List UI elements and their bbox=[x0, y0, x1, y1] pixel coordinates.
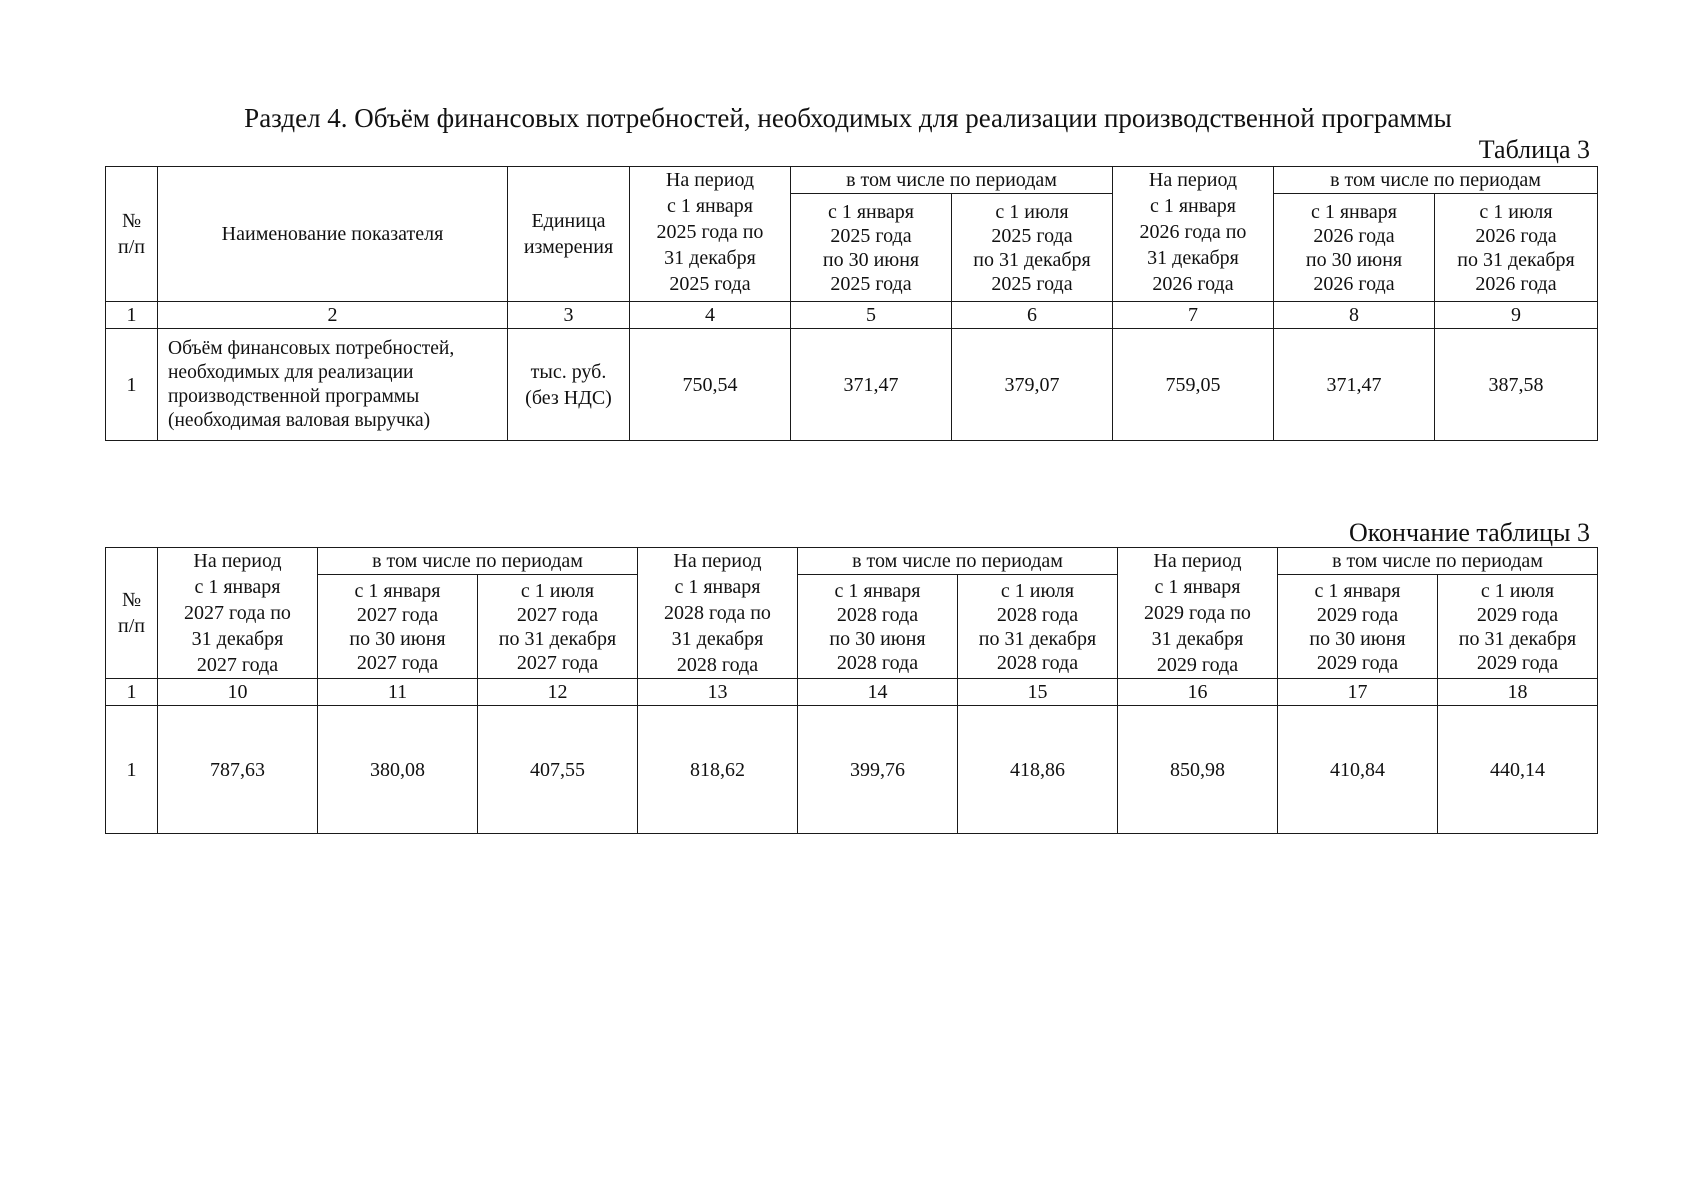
text-line: 2026 года bbox=[1475, 224, 1557, 247]
table-row bbox=[106, 329, 1598, 441]
text-line: 31 декабря bbox=[1151, 628, 1244, 650]
column-number: 9 bbox=[1435, 302, 1598, 329]
text-line: 2027 года bbox=[356, 603, 439, 626]
text-line: 2025 года bbox=[830, 272, 912, 295]
text-line: по 30 июня bbox=[829, 627, 926, 650]
text-line: по 30 июня bbox=[822, 248, 920, 271]
text-line: 2027 года bbox=[516, 651, 599, 674]
text-line: с 1 января bbox=[834, 579, 921, 602]
text-line: 2027 года по bbox=[184, 602, 291, 624]
header-group-2029: в том числе по периодам bbox=[1278, 548, 1598, 575]
text-line: п/п bbox=[118, 615, 145, 637]
header-unit bbox=[508, 167, 630, 302]
header-period-2027 bbox=[158, 548, 318, 679]
header-h2-2029 bbox=[1438, 575, 1598, 679]
text-line: с 1 июля bbox=[1000, 579, 1075, 602]
column-number: 7 bbox=[1113, 302, 1274, 329]
financial-needs-table-continuation bbox=[105, 547, 1598, 834]
text-line: 2029 года bbox=[1476, 651, 1559, 674]
column-number: 11 bbox=[318, 679, 478, 706]
row-name bbox=[158, 329, 508, 441]
table-row bbox=[106, 706, 1598, 834]
text-line: № bbox=[121, 210, 142, 232]
text-line: 2029 года по bbox=[1144, 602, 1251, 624]
value-cell: 371,47 bbox=[1274, 329, 1435, 441]
text-line: с 1 января bbox=[1154, 576, 1241, 598]
column-number-row bbox=[106, 679, 1598, 706]
text-line: 2028 года bbox=[836, 651, 919, 674]
value-cell: 399,76 bbox=[798, 706, 958, 834]
column-number: 12 bbox=[478, 679, 638, 706]
text-line: 2025 года bbox=[669, 273, 751, 295]
text-line: 2028 года bbox=[836, 603, 919, 626]
column-number: 10 bbox=[158, 679, 318, 706]
text-line: 2026 года bbox=[1152, 273, 1234, 295]
table-continuation-caption: Окончание таблицы 3 bbox=[1348, 518, 1590, 547]
text-line: 2029 года bbox=[1316, 603, 1399, 626]
text-line: по 30 июня bbox=[1305, 248, 1403, 271]
text-line: 2028 года по bbox=[664, 602, 771, 624]
value-cell: 380,08 bbox=[318, 706, 478, 834]
row-unit bbox=[508, 329, 630, 441]
text-line: 2028 года bbox=[996, 603, 1079, 626]
text-line: с 1 января bbox=[1149, 195, 1237, 217]
text-line: Единица bbox=[531, 210, 606, 232]
text-line: с 1 января bbox=[194, 576, 281, 598]
text-line: по 31 декабря bbox=[978, 627, 1097, 650]
value-cell: 750,54 bbox=[630, 329, 791, 441]
text-line: 2027 года bbox=[196, 654, 279, 676]
text-line: Объём финансовых потребностей, bbox=[168, 337, 455, 359]
text-line: 2025 года bbox=[991, 272, 1073, 295]
text-line: На период bbox=[665, 169, 755, 191]
text-line: 2026 года bbox=[1475, 272, 1557, 295]
header-period-2028 bbox=[638, 548, 798, 679]
text-line: с 1 июля bbox=[520, 579, 595, 602]
text-line: 2027 года bbox=[356, 651, 439, 674]
header-h2-2028 bbox=[958, 575, 1118, 679]
column-number: 13 bbox=[638, 679, 798, 706]
text-line: по 31 декабря bbox=[498, 627, 617, 650]
text-line: с 1 января bbox=[354, 579, 441, 602]
text-line: по 30 июня bbox=[349, 627, 446, 650]
header-h2-2027 bbox=[478, 575, 638, 679]
header-period-2029 bbox=[1118, 548, 1278, 679]
text-line: необходимых для реализации bbox=[168, 361, 414, 383]
text-line: 2029 года bbox=[1316, 651, 1399, 674]
text-line: с 1 января bbox=[674, 576, 761, 598]
text-line: по 31 декабря bbox=[1458, 627, 1577, 650]
header-num bbox=[106, 167, 158, 302]
header-period-2025 bbox=[630, 167, 791, 302]
text-line: производственной программы bbox=[168, 385, 420, 407]
text-line: 2025 года bbox=[830, 224, 912, 247]
row-num: 1 bbox=[106, 706, 158, 834]
header-group-2025: в том числе по периодам bbox=[791, 167, 1113, 194]
page-title: Раздел 4. Объём финансовых потребностей, необходимых для реализации производственной программы bbox=[244, 103, 1452, 133]
text-line: с 1 января bbox=[666, 195, 754, 217]
text-line: На период bbox=[1148, 169, 1238, 191]
header-num bbox=[106, 548, 158, 679]
header-name: Наименование показателя bbox=[158, 167, 508, 302]
text-line: На период bbox=[193, 550, 282, 572]
row-num: 1 bbox=[106, 329, 158, 441]
text-line: На период bbox=[673, 550, 762, 572]
column-number: 5 bbox=[791, 302, 952, 329]
column-number: 6 bbox=[952, 302, 1113, 329]
column-number: 1 bbox=[106, 302, 158, 329]
text-line: № bbox=[121, 589, 142, 611]
header-h1-2029 bbox=[1278, 575, 1438, 679]
text-line: тыс. руб. bbox=[530, 360, 607, 383]
column-number: 15 bbox=[958, 679, 1118, 706]
value-cell: 818,62 bbox=[638, 706, 798, 834]
value-cell: 379,07 bbox=[952, 329, 1113, 441]
text-line: 31 декабря bbox=[671, 628, 764, 650]
header-h1-2026 bbox=[1274, 194, 1435, 302]
text-line: с 1 января bbox=[1314, 579, 1401, 602]
text-line: 2027 года bbox=[516, 603, 599, 626]
header-group-2027: в том числе по периодам bbox=[318, 548, 638, 575]
text-line: по 31 декабря bbox=[1457, 248, 1575, 271]
text-line: 31 декабря bbox=[664, 247, 756, 269]
text-line: 2029 года bbox=[1476, 603, 1559, 626]
column-number: 18 bbox=[1438, 679, 1598, 706]
text-line: 2025 года по bbox=[656, 221, 764, 243]
text-line: 2028 года bbox=[676, 654, 759, 676]
header-h1-2028 bbox=[798, 575, 958, 679]
value-cell: 410,84 bbox=[1278, 706, 1438, 834]
value-cell: 387,58 bbox=[1435, 329, 1598, 441]
column-number: 2 bbox=[158, 302, 508, 329]
value-cell: 850,98 bbox=[1118, 706, 1278, 834]
value-cell: 371,47 bbox=[791, 329, 952, 441]
text-line: 31 декабря bbox=[191, 628, 284, 650]
text-line: 31 декабря bbox=[1147, 247, 1239, 269]
text-line: На период bbox=[1153, 550, 1242, 572]
text-line: 2029 года bbox=[1156, 654, 1239, 676]
text-line: измерения bbox=[523, 236, 614, 258]
column-number: 17 bbox=[1278, 679, 1438, 706]
text-line: 2026 года bbox=[1313, 224, 1395, 247]
column-number: 16 bbox=[1118, 679, 1278, 706]
value-cell: 440,14 bbox=[1438, 706, 1598, 834]
text-line: п/п bbox=[118, 236, 145, 258]
text-line: 2026 года bbox=[1313, 272, 1395, 295]
table-caption: Таблица 3 bbox=[1478, 135, 1590, 164]
header-h1-2027 bbox=[318, 575, 478, 679]
text-line: 2026 года по bbox=[1139, 221, 1247, 243]
header-period-2026 bbox=[1113, 167, 1274, 302]
value-cell: 759,05 bbox=[1113, 329, 1274, 441]
column-number: 14 bbox=[798, 679, 958, 706]
text-line: с 1 января bbox=[827, 200, 915, 223]
text-line: с 1 июля bbox=[1479, 200, 1553, 223]
column-number: 4 bbox=[630, 302, 791, 329]
header-group-2026: в том числе по периодам bbox=[1274, 167, 1598, 194]
text-line: (без НДС) bbox=[525, 386, 612, 409]
column-number-row bbox=[106, 302, 1598, 329]
text-line: с 1 января bbox=[1310, 200, 1398, 223]
column-number: 8 bbox=[1274, 302, 1435, 329]
text-line: 2025 года bbox=[991, 224, 1073, 247]
text-line: 2028 года bbox=[996, 651, 1079, 674]
text-line: с 1 июля bbox=[1480, 579, 1555, 602]
header-h2-2026 bbox=[1435, 194, 1598, 302]
value-cell: 418,86 bbox=[958, 706, 1118, 834]
column-number: 3 bbox=[508, 302, 630, 329]
text-line: (необходимая валовая выручка) bbox=[168, 409, 431, 431]
header-h1-2025 bbox=[791, 194, 952, 302]
financial-needs-table bbox=[105, 166, 1598, 441]
value-cell: 407,55 bbox=[478, 706, 638, 834]
value-cell: 787,63 bbox=[158, 706, 318, 834]
header-group-2028: в том числе по периодам bbox=[798, 548, 1118, 575]
column-number: 1 bbox=[106, 679, 158, 706]
text-line: по 30 июня bbox=[1309, 627, 1406, 650]
text-line: с 1 июля bbox=[995, 200, 1069, 223]
text-line: по 31 декабря bbox=[973, 248, 1091, 271]
header-h2-2025 bbox=[952, 194, 1113, 302]
